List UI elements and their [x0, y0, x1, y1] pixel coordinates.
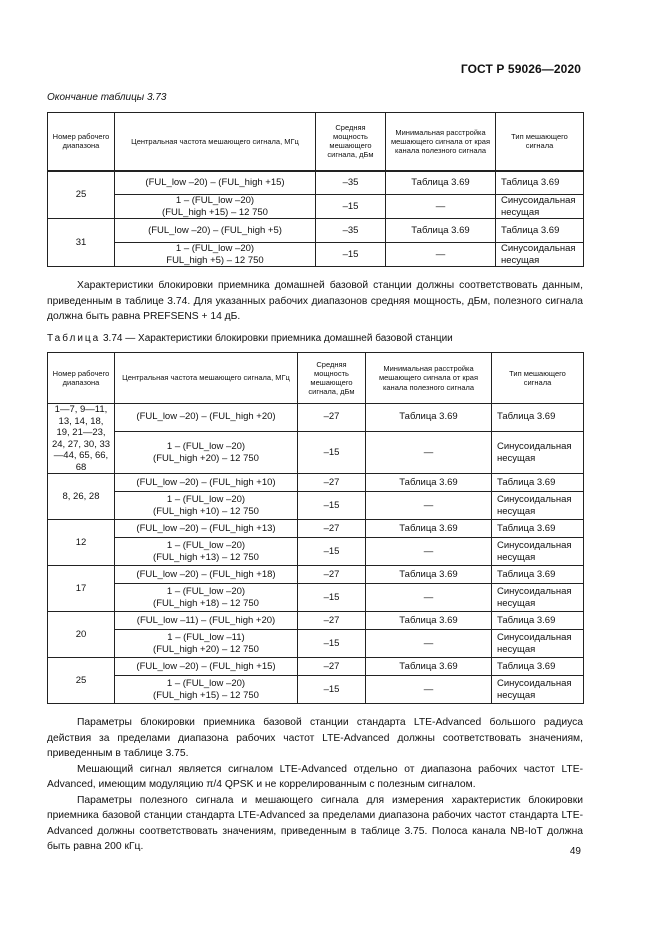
frequency-cell: (FUL_low –20) – (FUL_high +10)	[115, 474, 298, 492]
frequency-cell: 1 – (FUL_low –20) (FUL_high +15) – 12 750	[115, 195, 316, 219]
offset-cell: —	[366, 584, 492, 612]
table-row	[48, 431, 584, 474]
offset-cell: Таблица 3.69	[366, 474, 492, 492]
power-cell: –15	[316, 243, 386, 267]
col-header-power: Средняя мощность мешающего сигнала, дБм	[298, 353, 366, 404]
offset-cell: Таблица 3.69	[366, 612, 492, 630]
power-cell: –27	[298, 520, 366, 538]
table-row	[48, 243, 584, 267]
frequency-cell: (FUL_low –20) – (FUL_high +13)	[115, 520, 298, 538]
table-row	[48, 492, 584, 520]
power-cell: –27	[298, 566, 366, 584]
col-header-type: Тип мешающего сигнала	[492, 353, 584, 404]
offset-cell: Таблица 3.69	[366, 566, 492, 584]
signal-type-cell: Таблица 3.69	[492, 658, 584, 676]
table-header-row	[48, 113, 584, 171]
paragraph: Характеристики блокировки приемника домашней базовой станции должны соответствовать данным, приведенным в таблице 3.74. Для указанных рабочих диапазонов средняя мощность, дБм, полезного сигнала должна быть равна PREFSENS + 14 дБ.	[47, 280, 583, 322]
table-body	[48, 404, 584, 704]
power-cell: –27	[298, 658, 366, 676]
paragraph-blocking-home-bs	[47, 278, 583, 325]
power-cell: –15	[316, 195, 386, 219]
power-cell: –35	[316, 219, 386, 243]
band-cell: 25	[48, 171, 115, 219]
frequency-cell: 1 – (FUL_low –20) (FUL_high +13) – 12 750	[115, 538, 298, 566]
table-row	[48, 612, 584, 630]
frequency-cell: (FUL_low –20) – (FUL_high +15)	[115, 171, 316, 195]
band-cell: 20	[48, 612, 115, 658]
offset-cell: —	[366, 538, 492, 566]
signal-type-cell: Таблица 3.69	[496, 171, 584, 195]
table-row	[48, 538, 584, 566]
power-cell: –15	[298, 630, 366, 658]
band-cell: 1—7, 9—11, 13, 14, 18, 19, 21—23, 24, 27, 30, 33—44, 65, 66, 68	[48, 404, 115, 474]
power-cell: –27	[298, 404, 366, 432]
band-cell: 25	[48, 658, 115, 704]
power-cell: –15	[298, 676, 366, 704]
table-row	[48, 404, 584, 432]
signal-type-cell: Синусоидальная несущая	[492, 676, 584, 704]
signal-type-cell: Синусоидальная несущая	[496, 195, 584, 219]
signal-type-cell: Синусоидальная несущая	[496, 243, 584, 267]
col-header-type: Тип мешающего сигнала	[496, 113, 584, 171]
signal-type-cell: Синусоидальная несущая	[492, 538, 584, 566]
table-row	[48, 195, 584, 219]
band-cell: 17	[48, 566, 115, 612]
frequency-cell: (FUL_low –20) – (FUL_high +20)	[115, 404, 298, 432]
table-row	[48, 171, 584, 195]
power-cell: –35	[316, 171, 386, 195]
table-header-row	[48, 353, 584, 404]
frequency-cell: (FUL_low –20) – (FUL_high +18)	[115, 566, 298, 584]
table-body	[48, 171, 584, 267]
frequency-cell: (FUL_low –20) – (FUL_high +15)	[115, 658, 298, 676]
paragraphs-lte-advanced	[47, 715, 583, 855]
paragraph: Мешающий сигнал является сигналом LTE-Advanced отдельно от диапазона рабочих частот LTE-Advanced, имеющим модуляцию π/4 QPSK и не коррелированным с полезным сигналом.	[47, 763, 583, 790]
offset-cell: Таблица 3.69	[366, 404, 492, 432]
table-3-73-end	[47, 112, 584, 267]
table-row	[48, 584, 584, 612]
frequency-cell: (FUL_low –20) – (FUL_high +5)	[115, 219, 316, 243]
band-cell: 31	[48, 219, 115, 267]
col-header-frequency: Центральная частота мешающего сигнала, МГц	[115, 353, 298, 404]
signal-type-cell: Таблица 3.69	[492, 612, 584, 630]
standard-header: ГОСТ Р 59026—2020	[460, 62, 581, 76]
offset-cell: —	[386, 195, 496, 219]
signal-type-cell: Таблица 3.69	[492, 520, 584, 538]
table-row	[48, 658, 584, 676]
table-row	[48, 219, 584, 243]
power-cell: –15	[298, 584, 366, 612]
table-row	[48, 630, 584, 658]
signal-type-cell: Синусоидальная несущая	[492, 431, 584, 474]
signal-type-cell: Таблица 3.69	[492, 474, 584, 492]
band-cell: 12	[48, 520, 115, 566]
paragraph: Параметры полезного сигнала и мешающего сигнала для измерения характеристик блокировки приемника базовой станции стандарта LTE-Advanced за пределами диапазона рабочих частот стандарта LTE-Advanced должны соответствовать значениям, приведенным в таблице 3.75. Полоса канала NB-IoT должна быть равна 200 кГц.	[47, 794, 583, 852]
power-cell: –15	[298, 431, 366, 474]
frequency-cell: 1 – (FUL_low –11) (FUL_high +20) – 12 750	[115, 630, 298, 658]
table-3-74	[47, 352, 584, 704]
power-cell: –15	[298, 538, 366, 566]
signal-type-cell: Таблица 3.69	[492, 404, 584, 432]
power-cell: –27	[298, 474, 366, 492]
page-number: 49	[569, 846, 581, 857]
col-header-power: Средняя мощность мешающего сигнала, дБм	[316, 113, 386, 171]
signal-type-cell: Синусоидальная несущая	[492, 492, 584, 520]
signal-type-cell: Таблица 3.69	[496, 219, 584, 243]
signal-type-cell: Синусоидальная несущая	[492, 630, 584, 658]
signal-type-cell: Синусоидальная несущая	[492, 584, 584, 612]
table2-caption	[47, 333, 453, 344]
offset-cell: Таблица 3.69	[366, 520, 492, 538]
frequency-cell: 1 – (FUL_low –20) (FUL_high +15) – 12 750	[115, 676, 298, 704]
col-header-offset: Минимальная расстройка мешающего сигнала от края канала полезного сигнала	[386, 113, 496, 171]
table-row	[48, 566, 584, 584]
offset-cell: —	[386, 243, 496, 267]
signal-type-cell: Таблица 3.69	[492, 566, 584, 584]
table-row	[48, 474, 584, 492]
frequency-cell: 1 – (FUL_low –20) (FUL_high +18) – 12 750	[115, 584, 298, 612]
frequency-cell: 1 – (FUL_low –20) (FUL_high +10) – 12 750	[115, 492, 298, 520]
offset-cell: —	[366, 431, 492, 474]
table1-caption: Окончание таблицы 3.73	[47, 92, 167, 103]
offset-cell: —	[366, 492, 492, 520]
frequency-cell: 1 – (FUL_low –20) FUL_high +5) – 12 750	[115, 243, 316, 267]
table2-caption-text: 3.74 — Характеристики блокировки приемника домашней базовой станции	[103, 333, 453, 344]
offset-cell: Таблица 3.69	[386, 219, 496, 243]
paragraph: Параметры блокировки приемника базовой станции стандарта LTE-Advanced большого радиуса действия за пределами диапазона рабочих частот LTE-Advanced должны соответствовать значениям, приведенным в таблице 3.75.	[47, 717, 583, 759]
table-row	[48, 676, 584, 704]
offset-cell: Таблица 3.69	[386, 171, 496, 195]
col-header-band: Номер рабочего диапазона	[48, 113, 115, 171]
frequency-cell: 1 – (FUL_low –20) (FUL_high +20) – 12 750	[115, 431, 298, 474]
band-cell: 8, 26, 28	[48, 474, 115, 520]
col-header-frequency: Центральная частота мешающего сигнала, МГц	[115, 113, 316, 171]
power-cell: –15	[298, 492, 366, 520]
offset-cell: —	[366, 630, 492, 658]
frequency-cell: (FUL_low –11) – (FUL_high +20)	[115, 612, 298, 630]
col-header-offset: Минимальная расстройка мешающего сигнала от края канала полезного сигнала	[366, 353, 492, 404]
offset-cell: Таблица 3.69	[366, 658, 492, 676]
table-row	[48, 520, 584, 538]
col-header-band: Номер рабочего диапазона	[48, 353, 115, 404]
table2-caption-label: Таблица	[47, 333, 101, 344]
offset-cell: —	[366, 676, 492, 704]
power-cell: –27	[298, 612, 366, 630]
